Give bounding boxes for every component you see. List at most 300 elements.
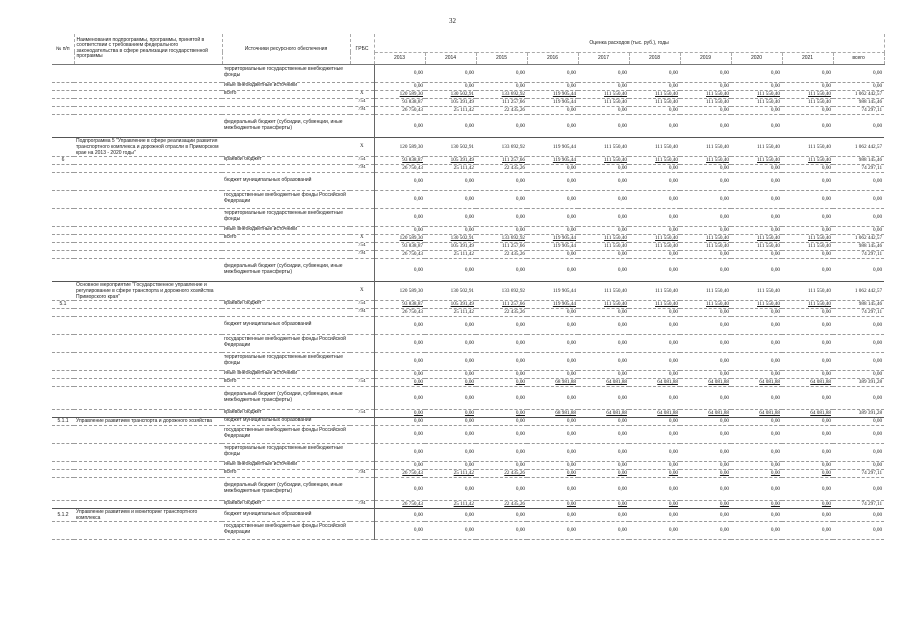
row-amount: 0,00 [527,114,578,137]
row-amount: 64 081,88 [629,409,680,417]
row-amount: 0,00 [782,508,833,521]
row-funding-source: всего [222,234,350,242]
row-program-name: Подпрограмма 5 "Управление в сфере реализации развития транспортного комплекса и дорожной отрасли в Приморском крае на 2013 - 2020 годы" [74,137,222,156]
row-amount: 0,00 [374,334,425,352]
row-amount: 0,00 [527,226,578,234]
row-amount: 0,00 [833,208,884,226]
row-amount: 0,00 [833,334,884,352]
row-program-name [74,164,222,172]
row-amount: 0,00 [833,172,884,190]
row-amount: 0,00 [731,172,782,190]
row-amount: 0,00 [527,386,578,409]
row-amount: 0,00 [578,386,629,409]
row-funding-source: иные внебюджетные источники [222,82,350,90]
row-amount: 74 297,11 [833,164,884,172]
row-funding-source: федеральный бюджет (субсидии, субвенции, иные межбюджетные трансферты) [222,258,350,281]
row-amount: 22 435,26 [476,500,527,508]
row-amount: 0,00 [578,308,629,316]
row-amount: 0,00 [476,443,527,461]
row-amount: 111 550,40 [629,281,680,300]
row-amount: 0,00 [731,386,782,409]
row-amount: 119 905,44 [527,98,578,106]
table-row [52,226,884,234]
row-amount: 0,00 [629,508,680,521]
row-amount: 0,00 [629,164,680,172]
row-funding-source: федеральный бюджет (субсидии, субвенции, иные межбюджетные трансферты) [222,477,350,500]
row-grbs [350,417,374,425]
row-amount: 0,00 [374,258,425,281]
row-amount: 0,00 [578,250,629,258]
row-amount: 0,00 [527,172,578,190]
row-number [52,98,74,106]
row-amount: 0,00 [731,425,782,443]
row-funding-source: иные внебюджетные источники [222,226,350,234]
row-amount: 0,00 [527,316,578,334]
row-amount: 26 750,43 [374,250,425,258]
row-amount: 0,00 [425,82,476,90]
row-amount: 0,00 [629,469,680,477]
row-amount: 0,00 [833,370,884,378]
row-amount: 0,00 [833,461,884,469]
row-program-name [74,316,222,334]
table-row [52,308,884,316]
row-amount: 0,00 [680,114,731,137]
row-amount: 0,00 [629,172,680,190]
header-year: 2015 [476,52,527,64]
row-amount: 111 550,40 [731,234,782,242]
row-number [52,190,74,208]
row-amount: 0,00 [578,64,629,82]
row-amount: 0,00 [527,352,578,370]
row-number [52,370,74,378]
row-number [52,281,74,300]
table-row [52,409,884,417]
table-row [52,82,884,90]
row-amount: 0,00 [680,64,731,82]
row-amount: 0,00 [731,417,782,425]
row-program-name [74,521,222,539]
row-amount: 111 550,40 [782,90,833,98]
row-amount: 111 550,40 [782,234,833,242]
table-row [52,137,884,156]
row-amount: 111 550,40 [731,137,782,156]
row-amount: 0,00 [425,114,476,137]
row-amount: 111 550,40 [680,242,731,250]
row-amount: 111 550,40 [782,137,833,156]
row-funding-source: краевой бюджет [222,409,350,417]
row-program-name [74,98,222,106]
row-amount: 0,00 [629,226,680,234]
row-amount: 0,00 [680,106,731,114]
row-amount: 119 905,44 [527,156,578,164]
row-number [52,172,74,190]
row-amount: 26 750,43 [374,106,425,114]
row-amount: 105 391,49 [425,300,476,308]
row-program-name [74,172,222,190]
header-year: 2014 [425,52,476,64]
row-amount: 0,00 [374,417,425,425]
row-grbs [350,226,374,234]
row-number [52,242,74,250]
row-number [52,386,74,409]
row-grbs: X [350,234,374,242]
row-amount: 0,00 [476,316,527,334]
row-amount: 111 257,66 [476,156,527,164]
row-amount: 0,00 [578,352,629,370]
row-amount: 0,00 [374,409,425,417]
row-amount: 0,00 [782,106,833,114]
row-amount: 0,00 [629,500,680,508]
row-amount: 0,00 [629,370,680,378]
row-amount: 22 435,26 [476,308,527,316]
row-amount: 111 550,40 [731,90,782,98]
row-program-name [74,461,222,469]
row-amount: 0,00 [476,258,527,281]
row-amount: 0,00 [374,443,425,461]
row-amount: 0,00 [374,172,425,190]
row-amount: 0,00 [425,417,476,425]
row-amount: 0,00 [527,443,578,461]
row-grbs: 794 [350,308,374,316]
row-amount: 0,00 [527,469,578,477]
row-grbs: X [350,281,374,300]
table-row [52,281,884,300]
row-amount: 1 062 442,57 [833,281,884,300]
row-amount: 0,00 [476,508,527,521]
row-amount: 0,00 [425,258,476,281]
row-amount: 0,00 [374,477,425,500]
table-row [52,477,884,500]
row-number [52,90,74,98]
table-row [52,316,884,334]
row-amount: 130 502,91 [425,234,476,242]
row-amount: 0,00 [833,508,884,521]
row-funding-source [222,281,350,300]
row-amount: 93 838,87 [374,300,425,308]
row-amount: 22 435,26 [476,250,527,258]
row-amount: 0,00 [782,386,833,409]
row-amount: 130 502,91 [425,137,476,156]
row-funding-source: территориальные государственные внебюджетные фонды [222,352,350,370]
row-amount: 130 502,91 [425,90,476,98]
header-source: Источники ресурсного обеспечения [222,34,350,64]
row-amount: 0,00 [782,190,833,208]
table-row [52,208,884,226]
row-amount: 0,00 [680,386,731,409]
row-number [52,114,74,137]
row-amount: 25 111,42 [425,106,476,114]
row-number: 5.1 [52,300,74,308]
row-amount: 0,00 [833,190,884,208]
row-amount: 0,00 [782,521,833,539]
row-amount: 111 550,40 [680,300,731,308]
header-no: № п/п [52,34,74,64]
row-amount: 0,00 [629,106,680,114]
row-amount: 0,00 [425,461,476,469]
row-program-name [74,443,222,461]
row-amount: 111 550,40 [578,281,629,300]
table-row [52,417,884,425]
row-number [52,64,74,82]
row-funding-source: бюджет муниципальных образований [222,172,350,190]
row-amount: 0,00 [527,477,578,500]
row-amount: 0,00 [425,208,476,226]
row-amount: 111 550,40 [680,137,731,156]
row-amount: 0,00 [527,190,578,208]
row-amount: 0,00 [680,521,731,539]
row-funding-source: иные внебюджетные источники [222,370,350,378]
page-number: 32 [449,17,456,25]
row-amount: 0,00 [833,417,884,425]
row-amount: 0,00 [731,461,782,469]
row-amount: 0,00 [476,190,527,208]
row-amount: 0,00 [680,208,731,226]
row-grbs [350,370,374,378]
row-amount: 0,00 [731,208,782,226]
row-program-name [74,106,222,114]
header-year: всего [833,52,884,64]
row-funding-source [222,137,350,156]
row-amount: 68 981,88 [527,409,578,417]
row-amount: 0,00 [374,226,425,234]
row-amount: 133 692,92 [476,90,527,98]
row-grbs [350,208,374,226]
row-funding-source [222,242,350,250]
row-program-name [74,82,222,90]
table-body [52,64,884,539]
row-number [52,250,74,258]
row-program-name [74,64,222,82]
row-number [52,137,74,156]
row-program-name [74,226,222,234]
row-amount: 0,00 [731,250,782,258]
row-amount: 0,00 [374,508,425,521]
row-amount: 0,00 [425,334,476,352]
row-amount: 0,00 [629,308,680,316]
row-program-name [74,190,222,208]
row-grbs: 754 [350,300,374,308]
row-amount: 111 550,40 [782,242,833,250]
row-amount: 0,00 [527,417,578,425]
row-amount: 0,00 [833,425,884,443]
row-amount: 0,00 [578,334,629,352]
row-amount: 25 111,42 [425,500,476,508]
row-amount: 0,00 [680,352,731,370]
row-grbs: 794 [350,500,374,508]
row-amount: 22 435,26 [476,469,527,477]
row-amount: 0,00 [782,114,833,137]
row-amount: 74 297,11 [833,469,884,477]
row-amount: 988 145,46 [833,300,884,308]
row-amount: 0,00 [476,114,527,137]
row-amount: 0,00 [782,258,833,281]
row-grbs: 754 [350,98,374,106]
row-grbs [350,114,374,137]
row-amount: 0,00 [374,461,425,469]
row-amount: 0,00 [629,190,680,208]
table-row [52,334,884,352]
row-amount: 64 081,88 [680,378,731,386]
row-amount: 0,00 [833,114,884,137]
row-number: 5.1.1 [52,417,74,425]
table-row [52,378,884,386]
row-funding-source [222,250,350,258]
row-number [52,477,74,500]
row-amount: 0,00 [680,425,731,443]
row-program-name [74,386,222,409]
row-funding-source: государственные внебюджетные фонды Российской Федерации [222,425,350,443]
table-row [52,469,884,477]
header-name: Наименования подпрограммы, программы, принятой в соответствии с требованием федерального законодательства в сфере реализации государственной программы [74,34,222,64]
row-amount: 0,00 [731,114,782,137]
row-amount: 0,00 [782,352,833,370]
row-amount: 0,00 [425,370,476,378]
header-year: 2018 [629,52,680,64]
row-grbs: 754 [350,378,374,386]
row-amount: 0,00 [578,258,629,281]
row-amount: 0,00 [680,443,731,461]
row-amount: 111 550,40 [629,234,680,242]
row-number [52,500,74,508]
row-amount: 0,00 [527,258,578,281]
row-amount: 26 750,43 [374,500,425,508]
row-grbs [350,443,374,461]
row-amount: 0,00 [578,114,629,137]
row-amount: 0,00 [425,386,476,409]
table-row [52,300,884,308]
row-program-name [74,352,222,370]
row-amount: 0,00 [476,461,527,469]
header-year: 2020 [731,52,782,64]
row-amount: 26 750,43 [374,164,425,172]
row-amount: 0,00 [731,226,782,234]
row-program-name [74,370,222,378]
row-number [52,106,74,114]
row-amount: 0,00 [629,461,680,469]
row-amount: 74 297,11 [833,308,884,316]
row-funding-source: бюджет муниципальных образований [222,316,350,334]
row-amount: 25 111,42 [425,469,476,477]
row-amount: 0,00 [629,521,680,539]
row-amount: 0,00 [476,172,527,190]
table-row [52,352,884,370]
row-amount: 64 081,88 [680,409,731,417]
row-amount: 0,00 [629,258,680,281]
row-amount: 119 905,44 [527,281,578,300]
table-row [52,425,884,443]
row-amount: 0,00 [578,316,629,334]
row-program-name [74,334,222,352]
row-program-name [74,500,222,508]
expense-table [52,34,885,540]
row-amount: 74 297,11 [833,250,884,258]
row-amount: 0,00 [731,258,782,281]
row-amount: 0,00 [578,208,629,226]
row-amount: 0,00 [680,226,731,234]
table-row [52,443,884,461]
table-row [52,114,884,137]
row-grbs: 794 [350,250,374,258]
row-amount: 0,00 [833,386,884,409]
row-program-name [74,250,222,258]
row-amount: 0,00 [629,316,680,334]
row-amount: 0,00 [476,477,527,500]
row-amount: 0,00 [782,208,833,226]
header-year: 2019 [680,52,731,64]
row-amount: 0,00 [731,334,782,352]
row-amount: 0,00 [833,316,884,334]
row-grbs: 794 [350,164,374,172]
row-funding-source: всего [222,90,350,98]
row-grbs [350,352,374,370]
row-number [52,443,74,461]
row-grbs: X [350,90,374,98]
row-amount: 0,00 [833,352,884,370]
row-amount: 0,00 [629,250,680,258]
row-amount: 0,00 [374,82,425,90]
row-amount: 0,00 [476,417,527,425]
row-program-name [74,114,222,137]
row-amount: 0,00 [731,477,782,500]
row-amount: 0,00 [680,258,731,281]
row-amount: 0,00 [476,82,527,90]
row-amount: 111 550,40 [731,156,782,164]
row-grbs [350,461,374,469]
row-amount: 0,00 [374,378,425,386]
row-grbs [350,386,374,409]
header-year: 2017 [578,52,629,64]
row-amount: 64 081,88 [782,378,833,386]
row-grbs [350,258,374,281]
row-amount: 0,00 [731,316,782,334]
row-amount: 0,00 [374,352,425,370]
row-program-name [74,208,222,226]
row-amount: 133 692,92 [476,234,527,242]
row-amount: 119 905,44 [527,234,578,242]
row-funding-source: федеральный бюджет (субсидии, субвенции, иные межбюджетные трансферты) [222,114,350,137]
row-number [52,226,74,234]
row-amount: 0,00 [578,461,629,469]
row-amount: 0,00 [476,378,527,386]
row-funding-source [222,164,350,172]
row-amount: 120 589,30 [374,90,425,98]
row-amount: 0,00 [680,500,731,508]
row-amount: 0,00 [731,106,782,114]
row-grbs [350,64,374,82]
table-row [52,234,884,242]
row-amount: 111 550,40 [578,234,629,242]
row-amount: 133 692,92 [476,281,527,300]
row-amount: 0,00 [680,308,731,316]
row-amount: 64 081,88 [731,409,782,417]
row-amount: 0,00 [629,208,680,226]
row-amount: 0,00 [476,409,527,417]
row-amount: 0,00 [578,370,629,378]
header-grbs: ГРБС [350,34,374,64]
row-amount: 0,00 [782,164,833,172]
row-amount: 111 257,66 [476,98,527,106]
row-amount: 111 550,40 [629,137,680,156]
row-number [52,234,74,242]
row-number [52,308,74,316]
row-program-name [74,242,222,250]
row-amount: 111 550,40 [782,156,833,164]
row-amount: 74 297,11 [833,106,884,114]
row-amount: 988 145,46 [833,242,884,250]
row-amount: 111 550,40 [629,98,680,106]
row-amount: 111 550,40 [731,242,782,250]
row-amount: 105 391,49 [425,156,476,164]
